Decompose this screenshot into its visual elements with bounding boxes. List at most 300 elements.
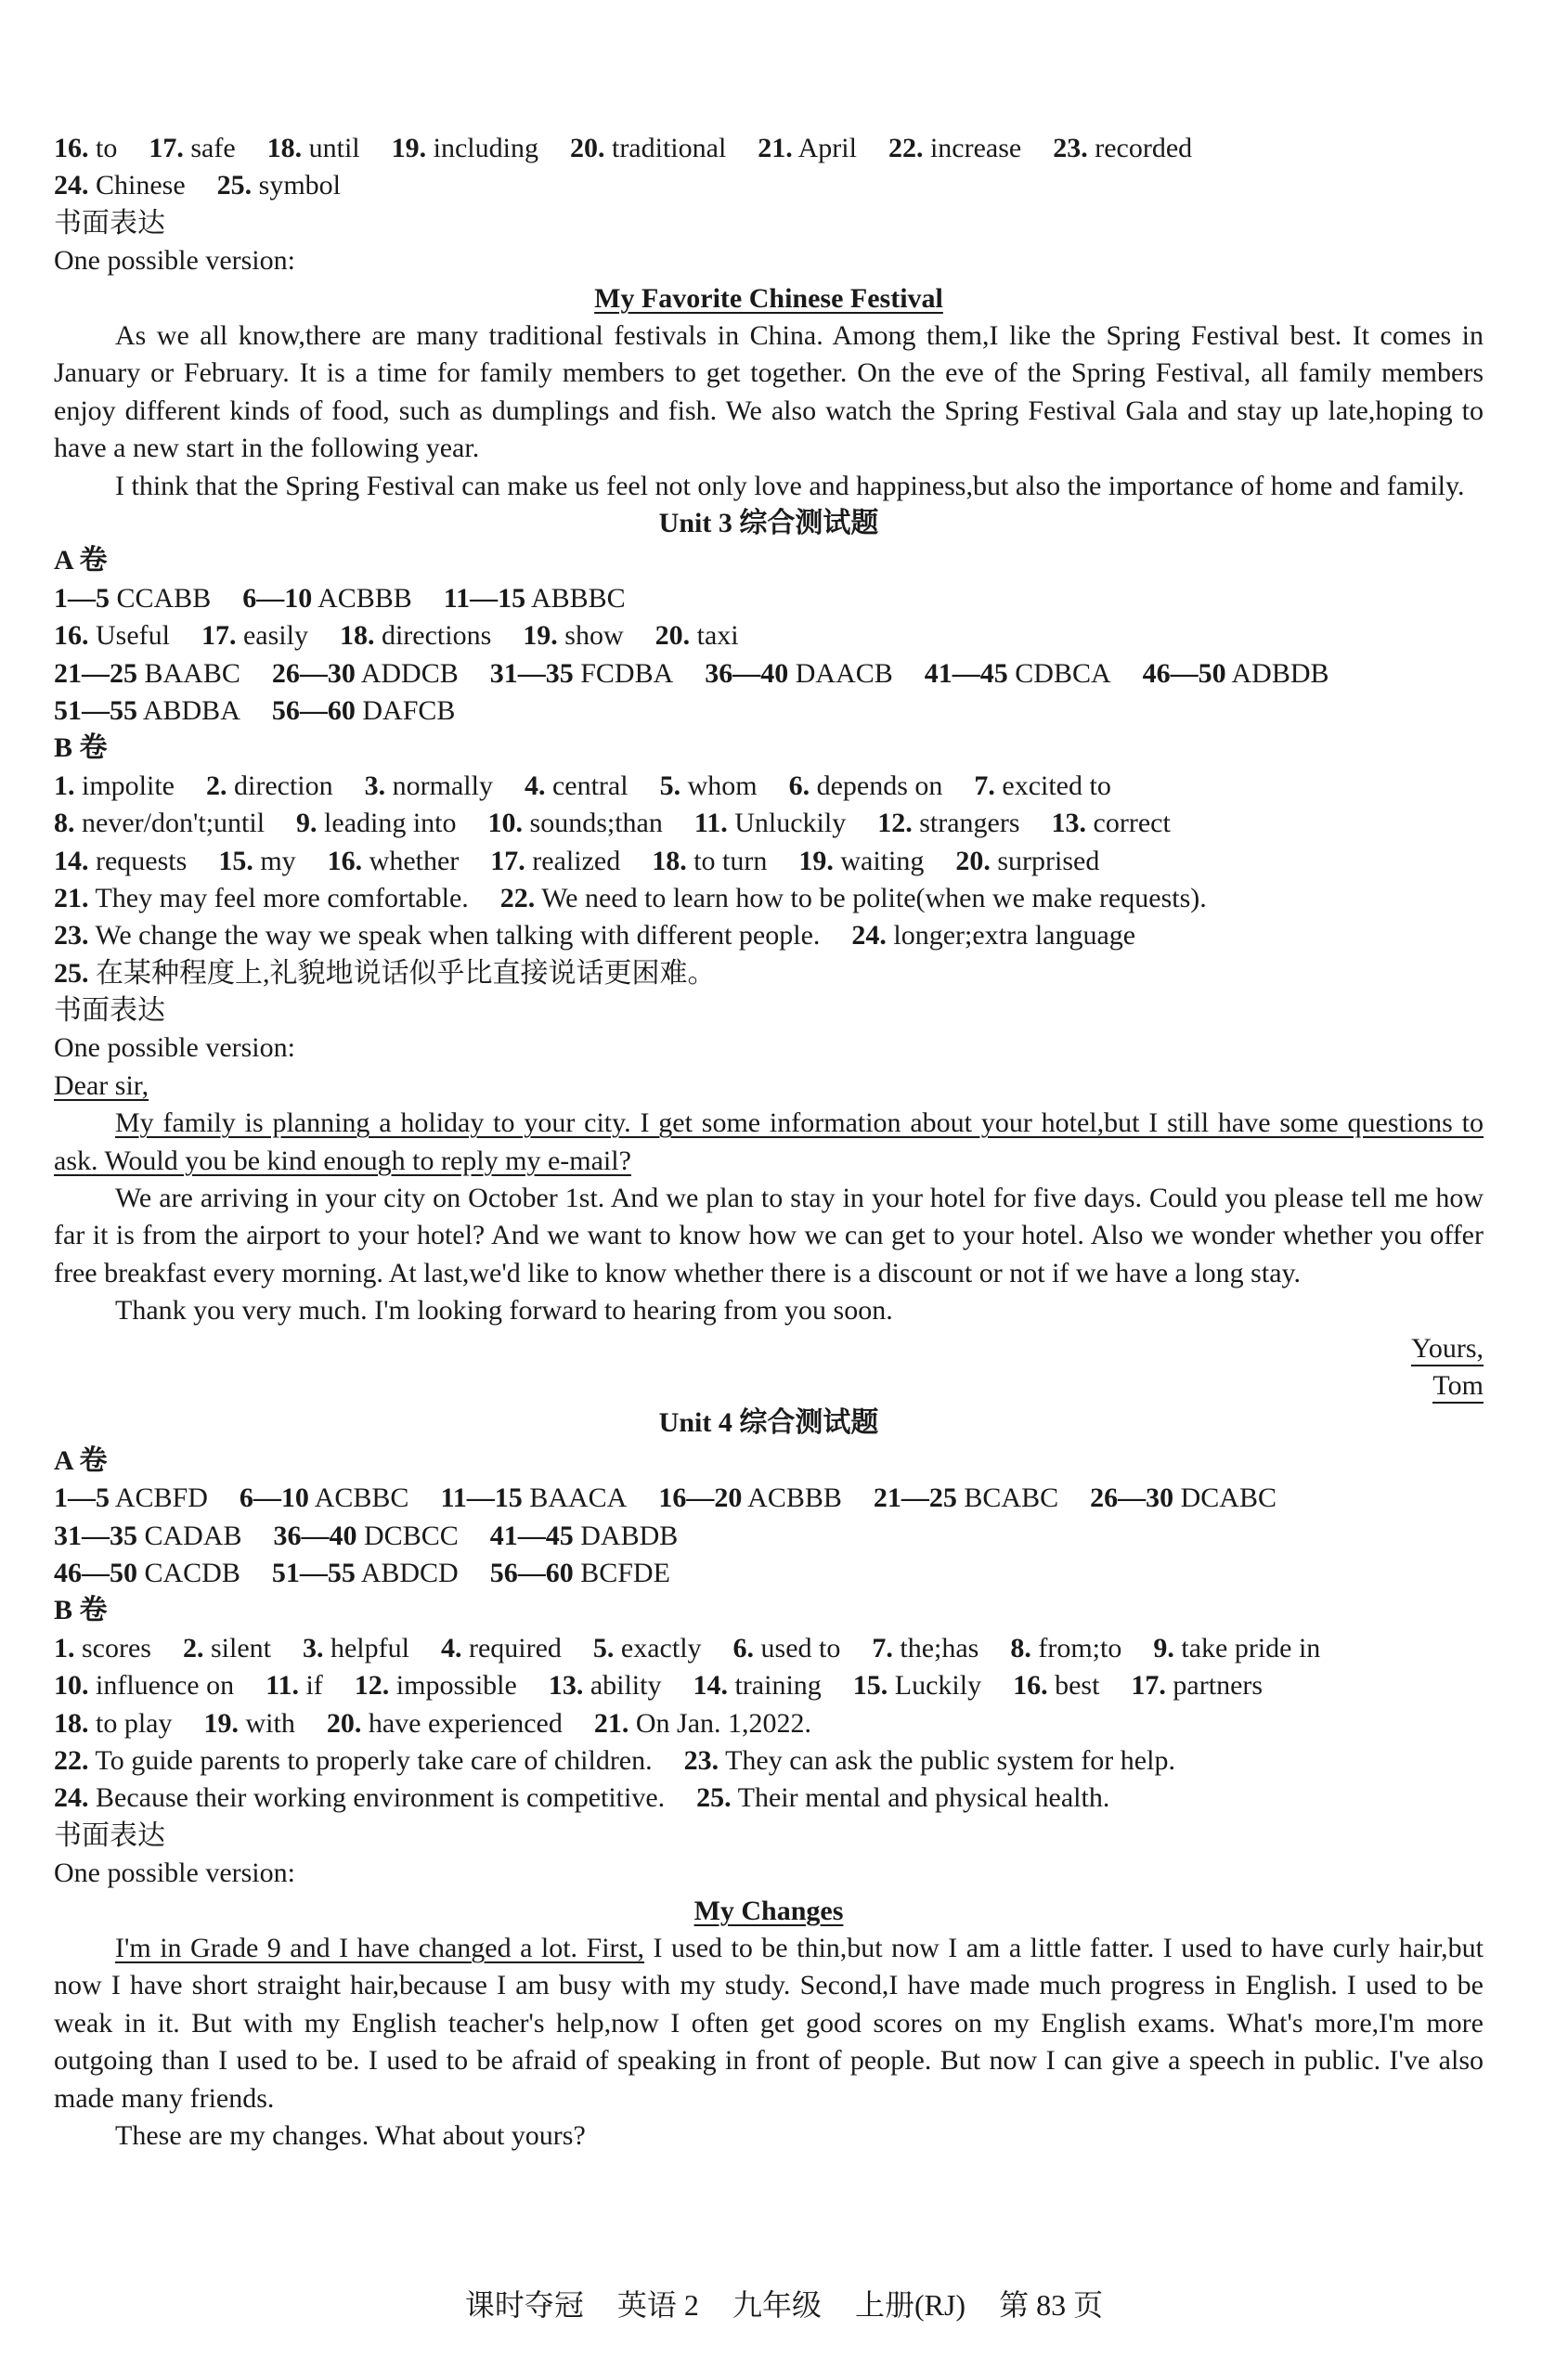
answer-row: [54, 1555, 1484, 1592]
answer-item: [1053, 130, 1192, 167]
item-answer: training: [727, 1670, 822, 1702]
answer-item: [594, 1705, 811, 1742]
footer-book: 课时夺冠: [464, 2288, 584, 2322]
item-number: 1.: [54, 1632, 75, 1663]
answer-item: [1013, 1667, 1099, 1704]
item-number: 24.: [54, 1782, 89, 1814]
item-answer: ABBBC: [525, 582, 626, 614]
answer-item: [694, 805, 846, 842]
answer-item: [149, 130, 235, 167]
item-number: 19.: [391, 133, 427, 163]
writing-label: 书面表达: [54, 1819, 165, 1851]
item-answer: waiting: [833, 845, 925, 876]
item-answer: longer;extra language: [886, 920, 1136, 951]
answer-item: [733, 1630, 841, 1667]
item-number: 16.: [327, 845, 363, 876]
letter-salutation: Dear sir,: [54, 1069, 149, 1101]
answer-row: [54, 1705, 1484, 1742]
answer-item: [705, 655, 893, 693]
answer-item: [549, 1667, 662, 1704]
item-answer: if: [298, 1670, 323, 1702]
answer-row: [54, 617, 1484, 654]
item-answer: impossible: [389, 1670, 517, 1702]
item-number: 19.: [203, 1707, 239, 1739]
item-answer: They can ask the public system for help.: [719, 1744, 1175, 1776]
item-answer: ability: [583, 1670, 662, 1702]
item-number: 10.: [54, 1670, 89, 1702]
item-answer: We change the way we speak when talking with different people.: [88, 920, 821, 951]
item-answer: partners: [1165, 1670, 1263, 1702]
item-number: 26—30: [271, 657, 356, 689]
answer-item: [272, 655, 459, 693]
essay-paragraph: I think that the Spring Festival can make us feel not only love and happiness,but also the importance of home and family.: [115, 470, 1465, 501]
section-title-unit3: Unit 3 综合测试题: [658, 507, 879, 538]
item-answer: ABDBA: [137, 694, 240, 726]
answer-row: [54, 1667, 1484, 1704]
answer-item: [660, 768, 758, 805]
answer-item: [274, 1518, 459, 1555]
answer-block: [54, 580, 1484, 731]
item-answer: depends on: [810, 770, 943, 801]
item-number: 51—55: [54, 694, 137, 726]
item-answer: ABDCD: [355, 1558, 459, 1589]
answer-item: [54, 917, 820, 954]
item-number: 24.: [851, 920, 887, 951]
item-number: 18.: [54, 1707, 89, 1739]
item-answer: traditional: [604, 133, 727, 163]
answer-item: [652, 843, 767, 880]
item-answer: We need to learn how to be polite(when we make requests).: [535, 882, 1207, 913]
item-number: 12.: [877, 808, 913, 839]
item-answer: to play: [88, 1707, 173, 1739]
item-answer: Because their working environment is competitive.: [88, 1782, 666, 1814]
answer-item: [877, 805, 1019, 842]
part-b-label: B 卷: [54, 1595, 108, 1626]
item-number: 8.: [54, 808, 75, 839]
item-answer: influence on: [88, 1670, 235, 1702]
item-number: 5.: [659, 770, 681, 801]
answer-item: [204, 1705, 295, 1742]
letter-body: [54, 1105, 1484, 1329]
item-answer: DCABC: [1173, 1482, 1276, 1514]
item-number: 17.: [201, 620, 237, 652]
answer-item: [872, 1630, 978, 1667]
item-answer: directions: [374, 620, 492, 652]
answer-item: [272, 1555, 459, 1592]
item-number: 25.: [216, 170, 253, 201]
letter-paragraph: My family is planning a holiday to your city. I get some information about your hotel,but I still have some questions to ask. Would you be kind enough to reply my e-mail?: [54, 1107, 1484, 1176]
item-answer: the;has: [892, 1632, 979, 1663]
item-number: 22.: [888, 133, 924, 163]
answer-item: [440, 1480, 627, 1517]
item-answer: to turn: [686, 845, 768, 876]
answer-item: [296, 805, 456, 842]
section-title-unit4: Unit 4 综合测试题: [658, 1407, 879, 1439]
item-number: 4.: [524, 770, 546, 801]
item-number: 51—55: [271, 1558, 356, 1589]
item-answer: correct: [1086, 808, 1171, 839]
item-number: 13.: [1051, 808, 1087, 839]
item-answer: direction: [227, 770, 333, 801]
item-answer: FCDBA: [573, 657, 674, 689]
item-number: 26—30: [1090, 1482, 1174, 1514]
answer-item: [54, 580, 211, 617]
item-answer: symbol: [252, 170, 342, 201]
item-number: 20.: [569, 133, 605, 163]
letter-closing: Yours,: [54, 1330, 1484, 1367]
item-answer: April: [792, 133, 857, 163]
answer-item: [500, 880, 1207, 917]
item-number: 9.: [1153, 1632, 1174, 1663]
answer-item: [206, 768, 333, 805]
item-answer: with: [239, 1707, 295, 1739]
item-answer: taxi: [690, 620, 739, 652]
item-answer: helpful: [323, 1632, 409, 1663]
item-number: 7.: [974, 770, 995, 801]
letter-paragraph: We are arriving in your city on October 1st. And we plan to stay in your hotel for five days. Could you please tell me how far it is from the airport to your hotel? And we want to know how we can get to your hotel. Also we wonder whether you offer free breakfast every morning. At last,we'd like to know whether there is a discount or not if we have a long stay.: [54, 1183, 1484, 1288]
item-number: 11—15: [443, 582, 526, 614]
item-number: 16—20: [658, 1482, 743, 1514]
letter-paragraph: Thank you very much. I'm looking forward to hearing from you soon.: [115, 1295, 893, 1327]
answer-item: [444, 580, 626, 617]
item-number: 7.: [872, 1632, 893, 1663]
item-number: 17.: [490, 845, 525, 876]
answer-item: [655, 617, 739, 654]
item-number: 15.: [852, 1670, 888, 1702]
item-answer: exactly: [614, 1632, 702, 1663]
answer-item: [54, 1518, 242, 1555]
item-answer: Luckily: [888, 1670, 982, 1702]
answer-item: [925, 655, 1111, 693]
answer-item: [523, 617, 623, 654]
answer-item: [696, 1780, 1109, 1817]
item-number: 11.: [693, 808, 728, 839]
answer-item: [488, 805, 663, 842]
item-answer: normally: [385, 770, 493, 801]
item-answer: to: [88, 133, 118, 163]
item-answer: CACDB: [137, 1558, 240, 1589]
answer-item: [303, 1630, 409, 1667]
answer-item: [490, 843, 620, 880]
answer-item: [183, 1630, 271, 1667]
item-number: 14.: [54, 845, 89, 876]
item-answer: never/don't;until: [74, 808, 266, 839]
answer-item: [54, 693, 240, 730]
answer-block: [54, 1630, 1484, 1818]
item-number: 41—45: [924, 657, 1008, 689]
item-answer: whom: [680, 770, 758, 801]
item-number: 20.: [955, 845, 991, 876]
item-number: 10.: [487, 808, 524, 839]
answer-item: [240, 1480, 409, 1517]
item-answer: take pride in: [1173, 1632, 1321, 1663]
item-answer: have experienced: [361, 1707, 563, 1739]
answer-row: [54, 880, 1484, 917]
answer-row: [54, 1518, 1484, 1555]
item-number: 18.: [266, 133, 303, 163]
item-number: 21.: [758, 133, 793, 163]
item-number: 22.: [54, 1744, 89, 1776]
version-label: One possible version:: [54, 1858, 295, 1889]
essay-body: [54, 1930, 1484, 2155]
answer-item: [54, 655, 240, 693]
answer-item: [266, 1667, 323, 1704]
answer-item: [54, 1705, 173, 1742]
answer-row: [54, 130, 1484, 167]
answer-item: [54, 617, 170, 654]
item-number: 15.: [218, 845, 253, 876]
item-number: 21.: [593, 1707, 629, 1739]
essay-paragraph: As we all know,there are many traditional festivals in China. Among them,I like the Spring Festival best. It comes in January or February. It is a time for family members to get together. On the eve of the Spring Festival, all family members enjoy different kinds of food, such as dumplings and fish. We also watch the Spring Festival Gala and stay up late,hoping to have a new start in the following year.: [54, 319, 1484, 464]
item-number: 5.: [592, 1632, 615, 1663]
item-answer: To guide parents to properly take care of children.: [88, 1744, 653, 1776]
answer-item: [874, 1480, 1058, 1517]
answer-item: [218, 843, 295, 880]
item-number: 56—60: [489, 1558, 574, 1589]
answer-row: [54, 655, 1484, 693]
item-answer: ACBBC: [308, 1482, 409, 1514]
item-number: 4.: [440, 1632, 462, 1663]
item-number: 22.: [499, 882, 536, 913]
answer-item: [974, 768, 1110, 805]
item-answer: sounds;than: [523, 808, 663, 839]
letter-signature: Tom: [54, 1367, 1484, 1405]
item-number: 3.: [302, 1632, 324, 1663]
answer-item: [54, 1555, 240, 1592]
item-answer: leading into: [317, 808, 457, 839]
item-number: 14.: [693, 1670, 728, 1702]
answer-item: [490, 1518, 679, 1555]
item-number: 6.: [732, 1632, 755, 1663]
answer-item: [272, 693, 456, 730]
item-number: 17.: [1131, 1670, 1166, 1702]
item-number: 1—5: [54, 1482, 110, 1514]
answer-row: [54, 580, 1484, 617]
item-number: 36—40: [273, 1520, 357, 1551]
item-answer: Their mental and physical health.: [731, 1782, 1110, 1814]
item-number: 17.: [149, 133, 184, 163]
part-a-label: A 卷: [54, 545, 108, 576]
answer-item: [758, 130, 857, 167]
item-answer: realized: [525, 845, 621, 876]
item-number: 25.: [54, 957, 89, 989]
item-answer: show: [557, 620, 624, 652]
item-answer: CCABB: [110, 582, 212, 614]
writing-label: 书面表达: [54, 207, 165, 239]
item-number: 6.: [788, 770, 810, 801]
answer-item: [1052, 805, 1171, 842]
item-number: 20.: [326, 1707, 362, 1739]
item-answer: CDBCA: [1007, 657, 1111, 689]
item-answer: excited to: [994, 770, 1111, 801]
footer-subject: 英语 2: [616, 2288, 699, 2322]
item-answer: recorded: [1087, 133, 1193, 163]
answer-row: [54, 1742, 1484, 1780]
answer-item: [54, 1630, 151, 1667]
item-number: 12.: [354, 1670, 390, 1702]
item-number: 24.: [54, 170, 89, 201]
answer-item: [54, 1742, 653, 1780]
answer-item: [888, 130, 1021, 167]
item-answer: BCFDE: [573, 1558, 670, 1589]
item-number: 23.: [54, 920, 89, 951]
page-footer: [0, 2282, 1568, 2324]
item-number: 41—45: [489, 1520, 574, 1551]
item-number: 31—35: [54, 1520, 137, 1551]
item-answer: DAACB: [788, 657, 893, 689]
answer-item: [570, 130, 726, 167]
item-number: 18.: [652, 845, 687, 876]
item-answer: BCABC: [956, 1482, 1059, 1514]
answer-item: [525, 768, 628, 805]
answer-item: [365, 768, 493, 805]
answer-row: [54, 693, 1484, 730]
item-answer: impolite: [74, 770, 175, 801]
answer-item: [54, 955, 716, 992]
answer-item: [54, 1480, 208, 1517]
item-number: 9.: [296, 808, 317, 839]
item-number: 3.: [364, 770, 386, 801]
item-answer: strangers: [912, 808, 1020, 839]
part-a-label: A 卷: [54, 1444, 108, 1476]
answer-item: [1143, 655, 1329, 693]
item-answer: silent: [203, 1632, 271, 1663]
item-answer: central: [545, 770, 628, 801]
item-number: 6—10: [242, 582, 313, 614]
writing-label: 书面表达: [54, 995, 165, 1027]
item-answer: 在某种程度上,礼貌地说话似乎比直接说话更困难。: [88, 957, 716, 989]
essay-title: My Favorite Chinese Festival: [594, 282, 943, 314]
item-number: 56—60: [271, 694, 356, 726]
answer-item: [798, 843, 924, 880]
essay-paragraph: I'm in Grade 9 and I have changed a lot. First, I used to be thin,but now I am a little fatter. I used to have curly hair,but now I have short straight hair,because I am busy with my study. Second,I have made much progress in English. I used to be weak in it. But with my English teacher's help,now I often get good scores on my English exams. What's more,I'm more outgoing than I used to be. I used to be afraid of speaking in front of people. But now I can give a speech in public. I've also made many friends.: [54, 1932, 1484, 2114]
item-answer: CADAB: [137, 1520, 242, 1551]
item-answer: Unluckily: [727, 808, 847, 839]
version-label: One possible version:: [54, 1032, 295, 1064]
answer-item: [54, 1780, 665, 1817]
answer-item: [54, 843, 187, 880]
item-answer: ADDCB: [355, 657, 459, 689]
answer-row: [54, 1630, 1484, 1667]
item-answer: ACBBB: [312, 582, 412, 614]
essay-body: [54, 317, 1484, 505]
answer-item: [328, 843, 460, 880]
item-answer: from;to: [1030, 1632, 1122, 1663]
answer-row: [54, 805, 1484, 842]
answer-item: [54, 167, 186, 204]
item-number: 11.: [266, 1670, 299, 1702]
item-number: 31—35: [489, 657, 574, 689]
item-number: 8.: [1010, 1632, 1031, 1663]
answer-item: [201, 617, 308, 654]
item-answer: requests: [88, 845, 188, 876]
answer-item: [490, 1555, 670, 1592]
item-number: 19.: [798, 845, 834, 876]
item-number: 46—50: [54, 1558, 137, 1589]
answer-row: [54, 917, 1484, 954]
item-number: 2.: [206, 770, 227, 801]
answer-row: [54, 1480, 1484, 1517]
version-label: One possible version:: [54, 245, 295, 277]
answer-row: [54, 1780, 1484, 1817]
item-number: 6—10: [239, 1482, 309, 1514]
item-number: 20.: [654, 620, 691, 652]
item-number: 19.: [523, 620, 558, 652]
item-answer: They may feel more comfortable.: [88, 882, 469, 913]
answer-item: [441, 1630, 562, 1667]
item-answer: DCBCC: [356, 1520, 459, 1551]
item-answer: whether: [362, 845, 460, 876]
answer-page: [54, 130, 1484, 2155]
answer-item: [1010, 1630, 1121, 1667]
item-answer: safe: [183, 133, 236, 163]
part-b-label: B 卷: [54, 732, 108, 764]
item-number: 16.: [54, 620, 89, 652]
item-answer: ACBBB: [742, 1482, 842, 1514]
footer-page: 第 83 页: [999, 2288, 1104, 2322]
answer-item: [1090, 1480, 1276, 1517]
item-number: 25.: [696, 1782, 732, 1814]
answer-item: [955, 843, 1099, 880]
item-number: 23.: [683, 1744, 719, 1776]
item-answer: my: [253, 845, 296, 876]
answer-item: [242, 580, 412, 617]
item-number: 16.: [54, 133, 89, 163]
answer-item: [851, 917, 1135, 954]
item-number: 21—25: [873, 1482, 957, 1514]
item-answer: until: [302, 133, 360, 163]
answer-item: [355, 1667, 517, 1704]
answer-item: [217, 167, 341, 204]
answer-item: [54, 768, 175, 805]
answer-item: [789, 768, 943, 805]
item-answer: used to: [754, 1632, 841, 1663]
item-number: 21—25: [54, 657, 137, 689]
answer-row: [54, 167, 1484, 204]
answer-block: [54, 768, 1484, 992]
answer-item: [54, 130, 117, 167]
answer-row: [54, 955, 1484, 992]
item-answer: ACBFD: [110, 1482, 208, 1514]
answer-item: [853, 1667, 981, 1704]
footer-volume: 上册(RJ): [854, 2288, 966, 2322]
item-answer: DAFCB: [355, 694, 456, 726]
item-answer: On Jan. 1,2022.: [628, 1707, 812, 1739]
footer-grade: 九年级: [732, 2288, 822, 2322]
answer-item: [1131, 1667, 1263, 1704]
item-answer: Useful: [88, 620, 170, 652]
answer-item: [54, 1667, 234, 1704]
answer-item: [340, 617, 491, 654]
item-number: 13.: [548, 1670, 584, 1702]
item-answer: easily: [236, 620, 308, 652]
answer-item: [693, 1667, 821, 1704]
item-answer: scores: [74, 1632, 151, 1663]
item-number: 21.: [54, 882, 89, 913]
item-answer: ADBDB: [1225, 657, 1329, 689]
item-answer: surprised: [990, 845, 1100, 876]
answer-item: [490, 655, 674, 693]
item-number: 11—15: [440, 1482, 523, 1514]
answer-item: [593, 1630, 702, 1667]
item-number: 2.: [182, 1632, 204, 1663]
answer-row: [54, 768, 1484, 805]
item-answer: Chinese: [88, 170, 186, 201]
answer-block: [54, 1480, 1484, 1592]
item-number: 1—5: [54, 582, 110, 614]
answer-item: [658, 1480, 842, 1517]
item-number: 23.: [1053, 133, 1088, 163]
